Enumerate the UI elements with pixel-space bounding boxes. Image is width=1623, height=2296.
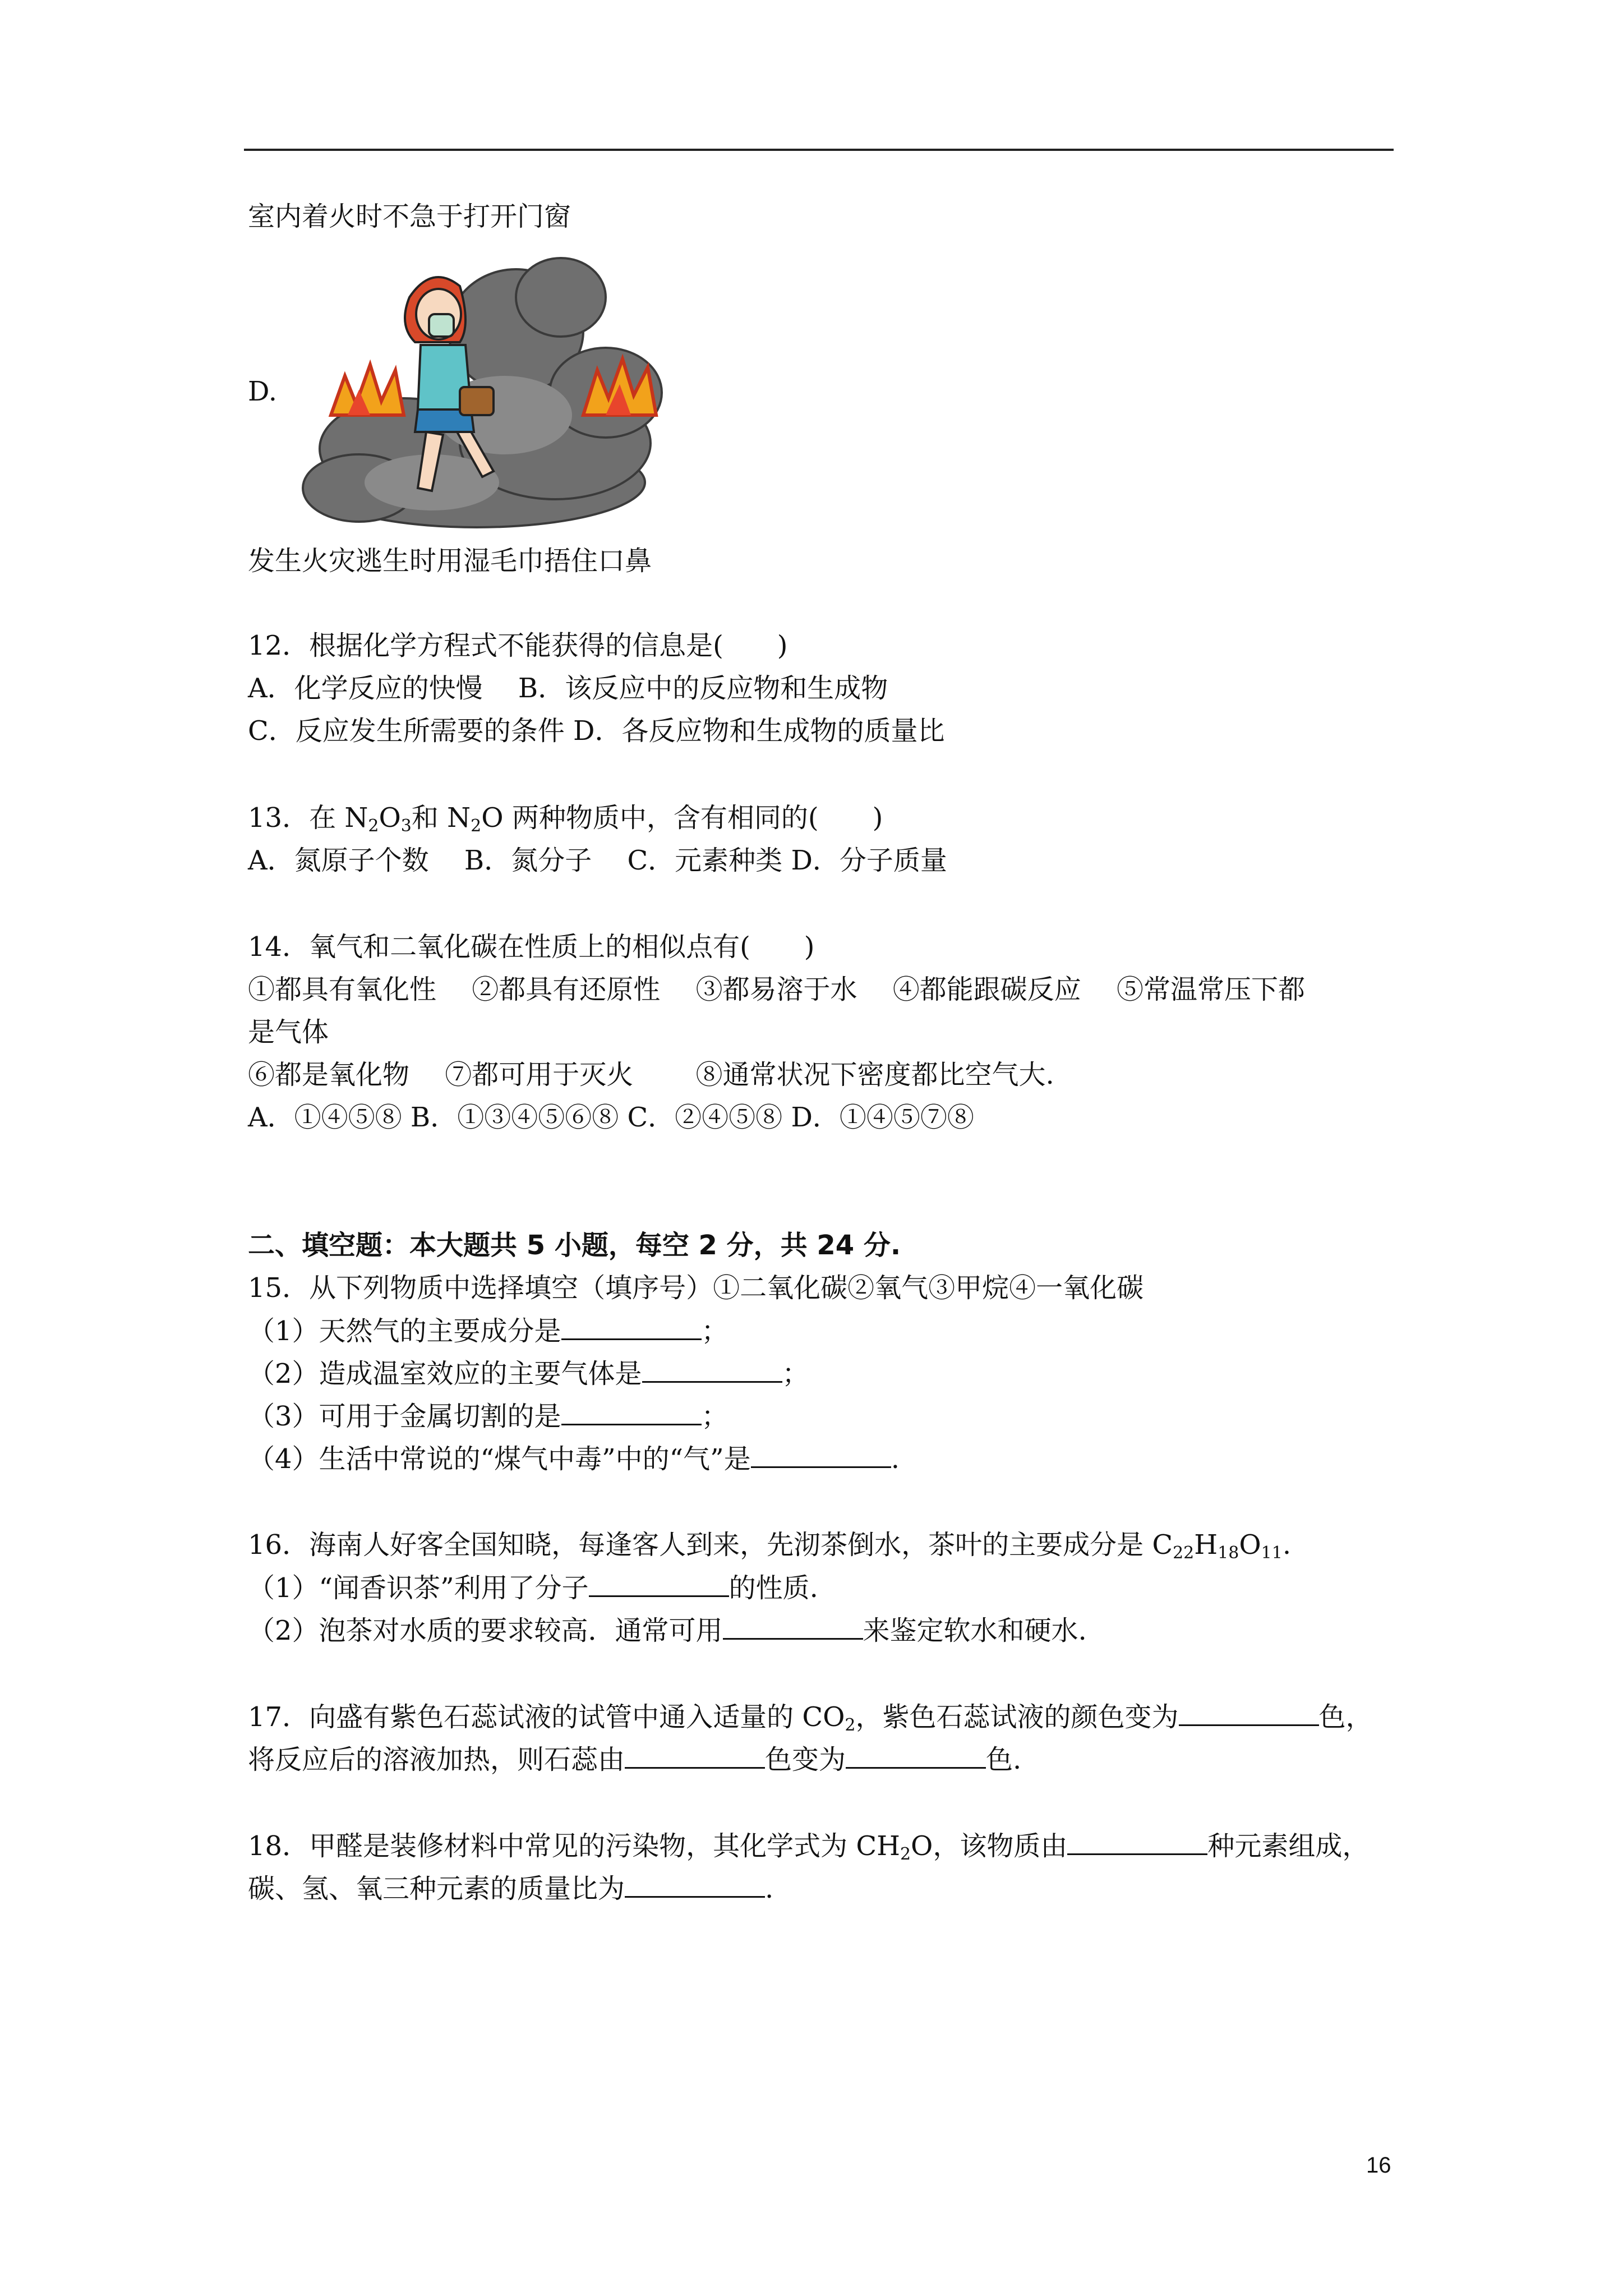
- q13-options: A．氮原子个数 B．氮分子 C．元素种类 D．分子质量: [248, 845, 947, 876]
- q18-line-1: 18．甲醛是装修材料中常见的污染物，其化学式为 $CH_2O$，该物质由 种元素组成，: [248, 1829, 1369, 1863]
- answer-blank[interactable]: [561, 1399, 702, 1425]
- q14-statements-1: ①都具有氧化性 ②都具有还原性 ③都易溶于水 ④都能跟碳反应 ⑤常温常压下都: [248, 974, 1306, 1005]
- q17-line-1: 17．向盛有紫色石蕊试液的试管中通入适量的 $CO_2$，紫色石蕊试液的颜色变为 色，: [248, 1700, 1373, 1734]
- answer-blank[interactable]: [1067, 1829, 1207, 1855]
- q17-line-2: 将反应后的溶液加热，则石蕊由 色变为 色.: [248, 1742, 1021, 1777]
- q16-part-1: （1）“闻香识茶”利用了分子 的性质.: [248, 1571, 818, 1605]
- fire-escape-illustration: [292, 247, 673, 539]
- answer-blank[interactable]: [625, 1742, 765, 1769]
- q16-stem: 16．海南人好客全国知晓，每逢客人到来，先沏茶倒水，茶叶的主要成分是 $C_{22}H_{18}O_{11}$.: [248, 1529, 1292, 1563]
- answer-blank[interactable]: [1179, 1700, 1319, 1726]
- q12-options-cd: C．反应发生所需要的条件 D．各反应物和生成物的质量比: [248, 715, 945, 747]
- q12-options-ab: A．化学反应的快慢 B．该反应中的反应物和生成物: [248, 673, 888, 704]
- answer-blank[interactable]: [723, 1613, 863, 1640]
- answer-blank[interactable]: [846, 1742, 986, 1769]
- option-c-caption: 室内着火时不急于打开门窗: [248, 201, 571, 232]
- q15-part-1: （1）天然气的主要成分是 ；: [248, 1314, 728, 1348]
- answer-blank[interactable]: [625, 1871, 765, 1898]
- page-number: 16: [1366, 2153, 1391, 2178]
- q14-statements-3: ⑥都是氧化物 ⑦都可用于灭火 ⑧通常状况下密度都比空气大.: [248, 1059, 1054, 1091]
- answer-blank[interactable]: [561, 1314, 702, 1340]
- q15-part-4: （4）生活中常说的“煤气中毒”中的“气”是 .: [248, 1442, 900, 1476]
- option-d-label: D.: [248, 376, 278, 407]
- answer-blank[interactable]: [589, 1571, 729, 1597]
- q12-stem: 12．根据化学方程式不能获得的信息是( ): [248, 630, 788, 661]
- q13-stem: 13．在 $N_2O_3$和 $N_2O$ 两种物质中，含有相同的( ): [248, 802, 883, 836]
- q18-line-2: 碳、氢、氧三种元素的质量比为 .: [248, 1871, 773, 1906]
- answer-blank[interactable]: [751, 1442, 891, 1468]
- q14-stem: 14．氧气和二氧化碳在性质上的相似点有( ): [248, 931, 815, 963]
- q15-stem: 15．从下列物质中选择填空（填序号）①二氧化碳②氧气③甲烷④一氧化碳: [248, 1272, 1144, 1304]
- option-d-caption: 发生火灾逃生时用湿毛巾捂住口鼻: [248, 545, 652, 577]
- section-2-title: 二、填空题：本大题共 5 小题，每空 2 分，共 24 分.: [248, 1230, 901, 1261]
- q15-part-3: （3）可用于金属切割的是 ；: [248, 1399, 728, 1433]
- q14-options: A．①④⑤⑧ B．①③④⑤⑥⑧ C．②④⑤⑧ D．①④⑤⑦⑧: [248, 1102, 974, 1133]
- answer-blank[interactable]: [642, 1356, 782, 1383]
- q16-part-2: （2）泡茶对水质的要求较高．通常可用 来鉴定软水和硬水.: [248, 1613, 1087, 1648]
- header-rule: [244, 149, 1394, 151]
- q14-statements-2: 是气体: [248, 1016, 329, 1048]
- q15-part-2: （2）造成温室效应的主要气体是 ；: [248, 1356, 809, 1391]
